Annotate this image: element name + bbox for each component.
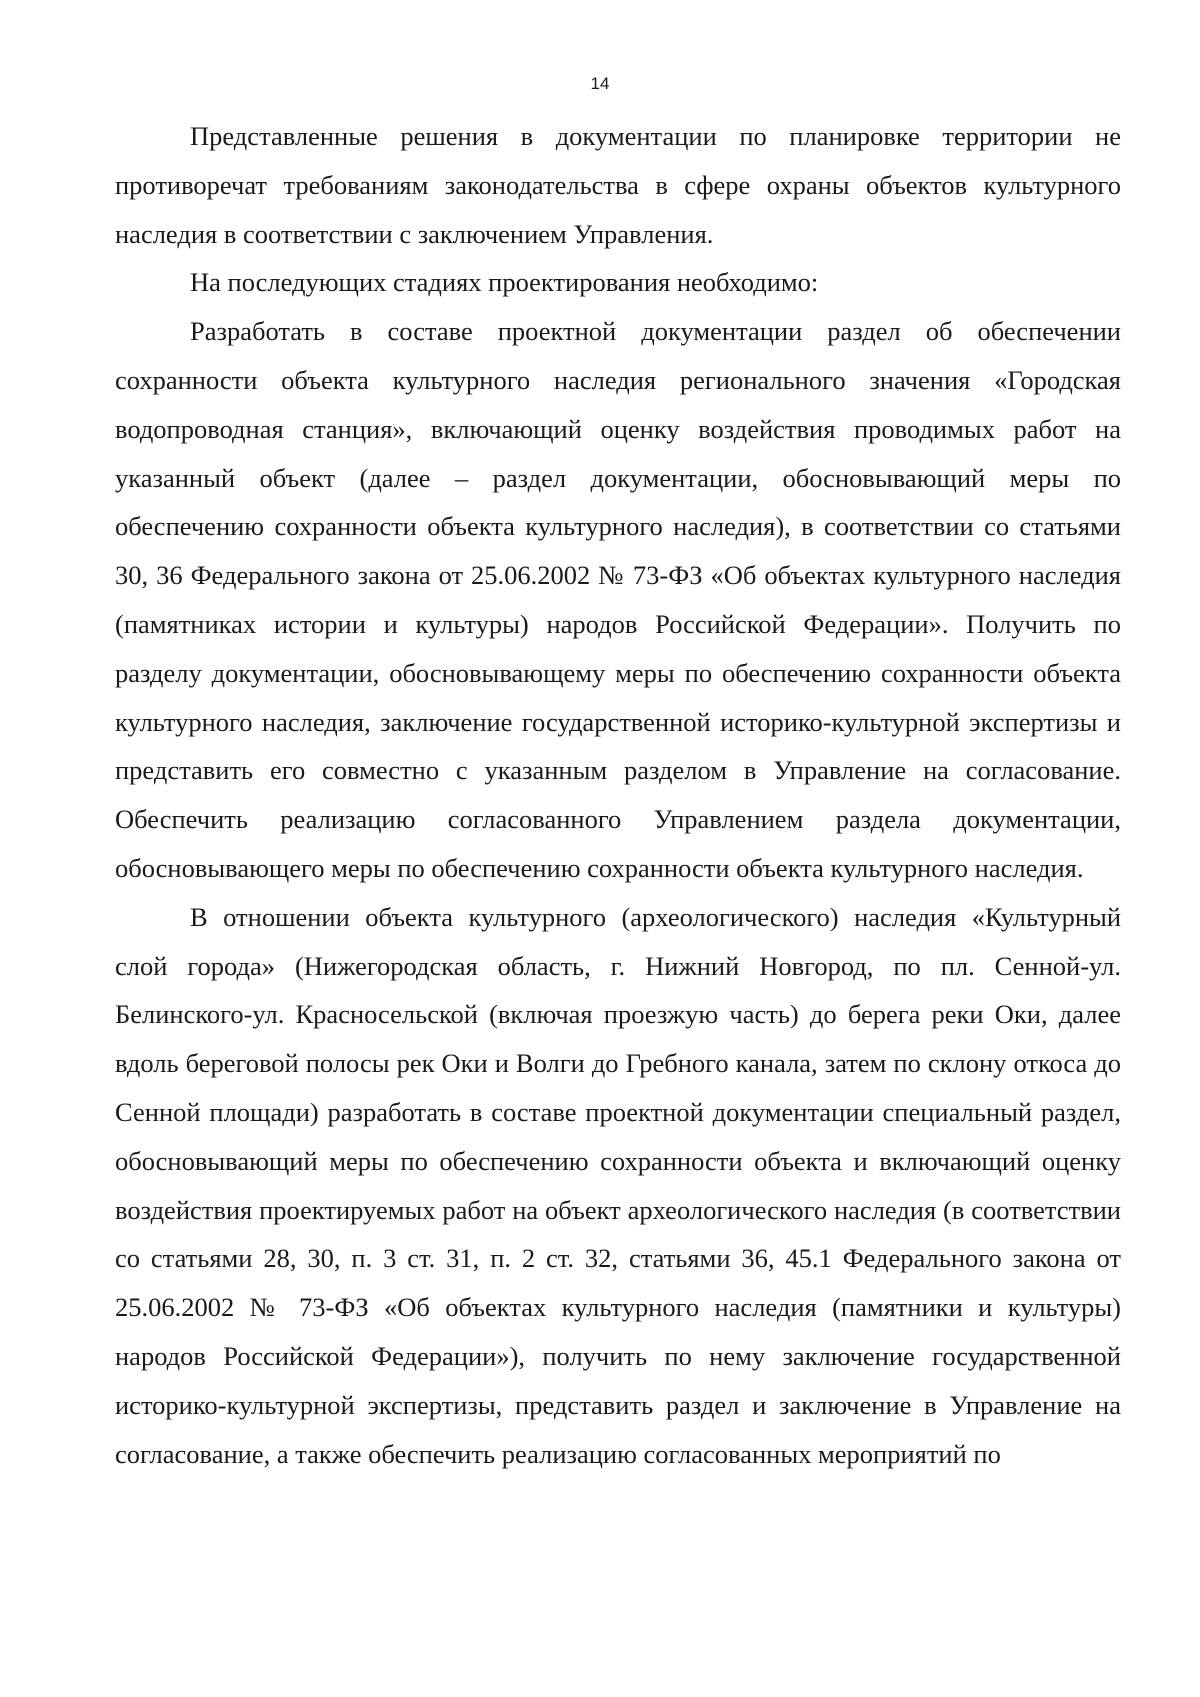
paragraph-cultural-layer: В отношении объекта культурного (археологического) наследия «Культурный слой города» (Нижегородская область, г. Нижний Новгород, по пл. Сенной-ул. Белинского-ул. Красносельской (включая проезжую часть) до берега реки Оки, далее вдоль береговой полосы рек Оки и Волги до Гребного канала, затем по склону откоса до Сенной площади) разработать в составе проектной документации специальный раздел, обосновывающий меры по обеспечению сохранности объекта и включающий оценку воздействия проектируемых работ на объект археологического наследия (в соответствии со статьями 28, 30, п. 3 ст. 31, п. 2 ст. 32, статьями 36, 45.1 Федерального закона от 25.06.2002 № 73-ФЗ «Об объектах культурного наследия (памятники и культуры) народов Российской Федерации»), получить по нему заключение государственной историко-культурной экспертизы, представить раздел и заключение в Управление на согласование, а также обеспечить реализацию согласованных мероприятий по bbox=[115, 901, 1121, 1469]
paragraph-water-station: Разработать в составе проектной документации раздел об обеспечении сохранности объекта культурного наследия регионального значения «Городская водопроводная станция», включающий оценку воздействия проводимых работ на указанный объект (далее – раздел документации, обосновывающий меры по обеспечению сохранности объекта культурного наследия), в соответствии со статьями 30, 36 Федерального закона от 25.06.2002 № 73-ФЗ «Об объектах культурного наследия (памятниках истории и культуры) народов Российской Федерации». Получить по разделу документации, обосновывающему меры по обеспечению сохранности объекта культурного наследия, заключение государственной историко-культурной экспертизы и представить его совместно с указанным разделом в Управление на согласование. Обеспечить реализацию согласованного Управлением раздела документации, обосновывающего меры по обеспечению сохранности объекта культурного наследия. bbox=[115, 316, 1121, 883]
paragraph-next-stages: На последующих стадиях проектирования необходимо: bbox=[190, 267, 819, 298]
paragraph-conclusion: Представленные решения в документации по планировке территории не противоречат требованиям законодательства в сфере охраны объектов культурного наследия в соответствии с заключением Управления. bbox=[115, 121, 1121, 249]
document-body bbox=[115, 112, 1121, 1478]
page-number: 14 bbox=[590, 74, 610, 93]
